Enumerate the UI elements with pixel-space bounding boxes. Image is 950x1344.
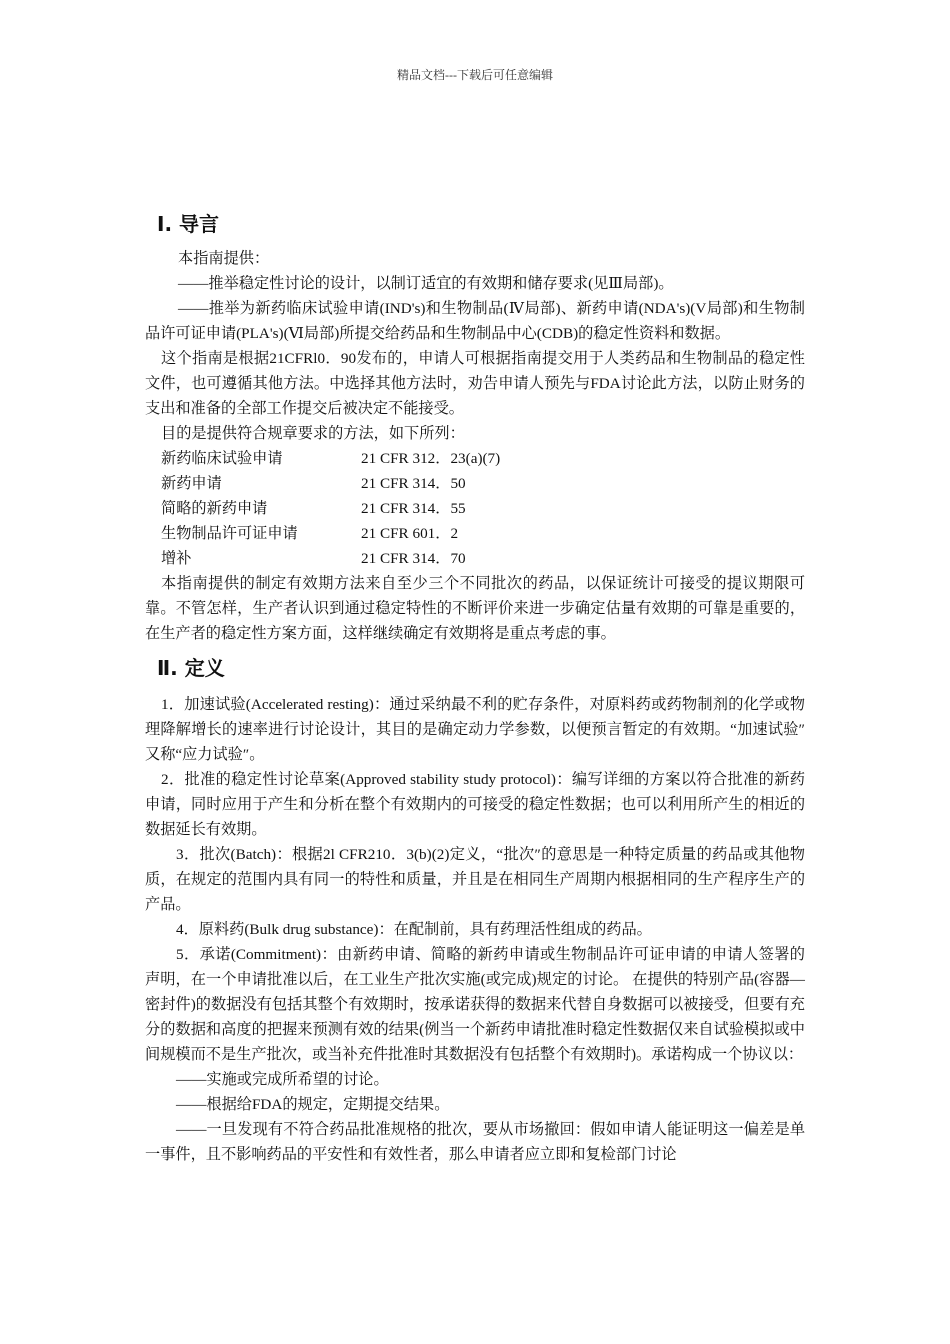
regulation-name: 增补 — [161, 550, 192, 567]
regulation-row — [145, 546, 805, 571]
regulation-row — [145, 496, 805, 521]
intro-bullet-1: ——推举稳定性讨论的设计，以制订适宜的有效期和储存要求(见Ⅲ局部)。 — [178, 275, 674, 292]
definition-5: 5．承诺(Commitment)：由新药申请、简略的新药申请或生物制品许可证申请的申请人签署的声明，在一个申请批准以后，在工业生产批次实施(或完成)规定的讨论。 在提供的特别产品(容器—密封件)的数据没有包括其整个有效期时，按承诺获得的数据来代替自身数据可以被接受，但要有充分的数据和高度的把握来预测有效的结果(例当一个新药申请批准时稳定性数据仅来自试验模拟或中间规模而不是生产批次，或当补充件批准时其数据没有包括整个有效期时)。承诺构成一个协议以： — [145, 946, 805, 1063]
page-header: 精品文档---下载后可任意编辑 — [397, 68, 553, 82]
intro-paragraph: 本指南提供： — [178, 250, 270, 267]
commitment-item-3: ——一旦发现有不符合药品批准规格的批次，要从市场撤回：假如申请人能证明这一偏差是单一事件，且不影响药品的平安性和有效性者，那么申请者应立即和复检部门讨论 — [145, 1121, 805, 1163]
regulation-cfr: 21 CFR 314．55 — [361, 500, 466, 517]
regulation-row — [145, 471, 805, 496]
definition-1: 1．加速试验(Accelerated resting)：通过采纳最不利的贮存条件，对原料药或药物制剂的化学或物理降解增长的速率进行讨论设计，其目的是确定动力学参数，以便预言暂定的有效期。“加速试验″又称“应力试验″。 — [145, 696, 805, 763]
regulation-row — [145, 446, 805, 471]
shelf-life-paragraph: 本指南提供的制定有效期方法来自至少三个不同批次的药品，以保证统计可接受的提议期限可靠。不管怎样，生产者认识到通过稳定特性的不断评价来进一步确定估量有效期的可靠是重要的，在生产者的稳定性方案方面，这样继续确定有效期将是重点考虑的事。 — [145, 575, 805, 642]
definition-2: 2．批准的稳定性讨论草案(Approved stability study protocol)：编写详细的方案以符合批准的新药申请，同时应用于产生和分析在整个有效期内的可接受的稳定性数据；也可以利用所产生的相近的数据延长有效期。 — [145, 771, 805, 838]
intro-bullet-2: ——推举为新药临床试验申请(IND's)和生物制品(Ⅳ局部)、新药申请(NDA's)(V局部)和生物制品许可证申请(PLA's)(Ⅵ局部)所提交给药品和生物制品中心(CDB)的稳定性资料和数据。 — [145, 300, 805, 342]
definition-3: 3．批次(Batch)：根据2l CFR210．3(b)(2)定义，“批次″的意思是一种特定质量的药品或其他物质，在规定的范围内具有同一的特性和质量，并且是在相同生产周期内根据相同的生产程序生产的产品。 — [145, 846, 805, 913]
guideline-paragraph: 这个指南是根据21CFRl0．90发布的，申请人可根据指南提交用于人类药品和生物制品的稳定性文件，也可遵循其他方法。中选择其他方法时，劝告申请人预先与FDA讨论此方法，以防止财务的支出和准备的全部工作提交后被决定不能接受。 — [145, 350, 805, 417]
regulation-row — [145, 521, 805, 546]
regulation-cfr: 21 CFR 314．70 — [361, 550, 466, 567]
section-2-title: Ⅱ. 定义 — [157, 656, 225, 680]
section-1-title: Ⅰ. 导言 — [157, 212, 220, 236]
regulation-name: 简略的新药申请 — [161, 500, 268, 517]
regulation-name: 新药临床试验申请 — [161, 450, 283, 467]
regulation-name: 生物制品许可证申请 — [161, 525, 298, 542]
definition-4: 4．原料药(Bulk drug substance)：在配制前，具有药理活性组成的药品。 — [176, 921, 652, 938]
document-body — [145, 206, 805, 1167]
regulation-list — [145, 446, 805, 571]
commitment-item-1: ——实施或完成所希望的讨论。 — [176, 1071, 389, 1088]
purpose-paragraph: 目的是提供符合规章要求的方法，如下所列： — [161, 425, 465, 442]
commitment-item-2: ——根据给FDA的规定，定期提交结果。 — [176, 1096, 450, 1113]
regulation-cfr: 21 CFR 601．2 — [361, 525, 459, 542]
regulation-name: 新药申请 — [161, 475, 222, 492]
regulation-cfr: 21 CFR 312．23(a)(7) — [361, 450, 501, 467]
regulation-cfr: 21 CFR 314．50 — [361, 475, 466, 492]
